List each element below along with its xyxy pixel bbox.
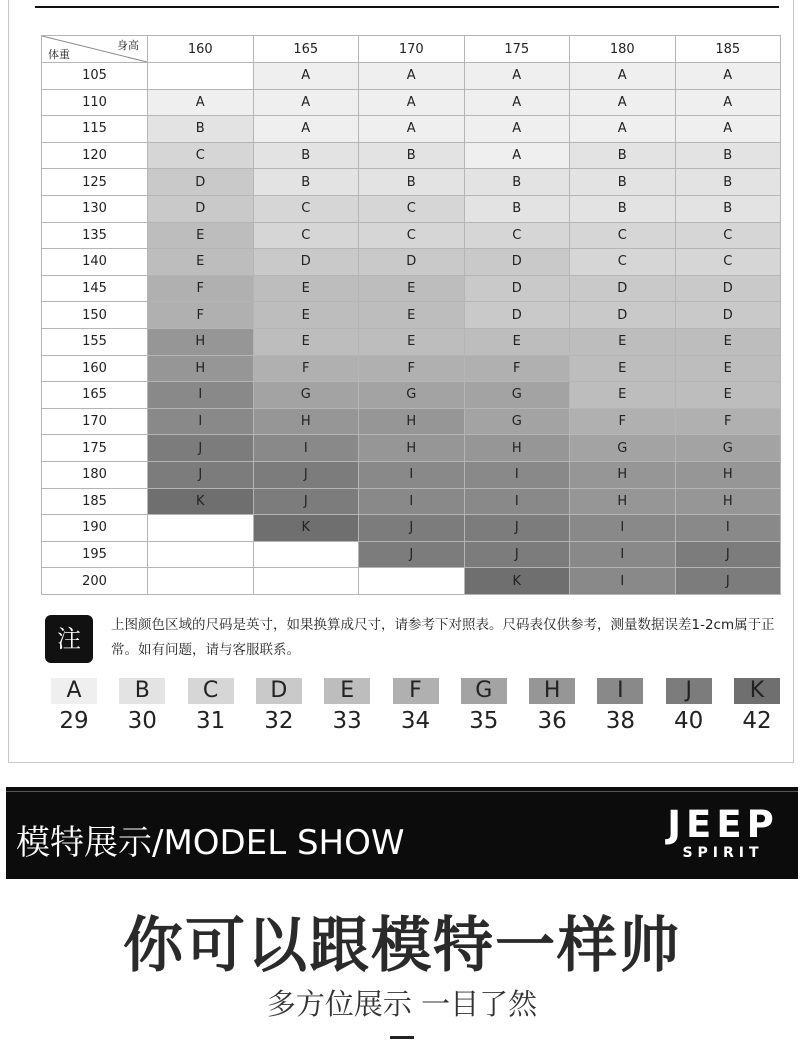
size-cell: F bbox=[359, 355, 465, 382]
legend-letter: G bbox=[461, 678, 507, 704]
table-body bbox=[42, 63, 781, 595]
legend-letter: I bbox=[597, 678, 643, 704]
legend-item bbox=[459, 678, 509, 734]
legend-value: 35 bbox=[469, 708, 499, 734]
size-cell: D bbox=[464, 249, 570, 276]
weight-cell: 110 bbox=[42, 89, 148, 116]
size-cell: I bbox=[359, 488, 465, 515]
size-cell: E bbox=[464, 328, 570, 355]
size-cell: C bbox=[253, 195, 359, 222]
table-row bbox=[42, 328, 781, 355]
size-table bbox=[41, 35, 781, 595]
title-divider bbox=[35, 6, 779, 8]
size-cell: A bbox=[148, 89, 254, 116]
table-row bbox=[42, 461, 781, 488]
size-cell: A bbox=[570, 89, 676, 116]
size-cell: D bbox=[253, 249, 359, 276]
size-cell: I bbox=[570, 568, 676, 595]
size-cell: I bbox=[675, 515, 781, 542]
weight-cell: 105 bbox=[42, 63, 148, 90]
weight-cell: 170 bbox=[42, 408, 148, 435]
size-cell: D bbox=[570, 302, 676, 329]
corner-weight-label: 体重 bbox=[48, 48, 70, 61]
height-header: 170 bbox=[359, 36, 465, 63]
table-header-row bbox=[42, 36, 781, 63]
size-cell: D bbox=[675, 275, 781, 302]
size-cell: J bbox=[148, 435, 254, 462]
legend-value: 33 bbox=[332, 708, 362, 734]
size-cell bbox=[359, 568, 465, 595]
weight-cell: 155 bbox=[42, 328, 148, 355]
model-show-banner bbox=[6, 787, 798, 879]
table-row bbox=[42, 142, 781, 169]
weight-cell: 130 bbox=[42, 195, 148, 222]
size-cell: B bbox=[253, 169, 359, 196]
size-cell: B bbox=[464, 195, 570, 222]
size-cell: E bbox=[253, 328, 359, 355]
size-cell: B bbox=[359, 169, 465, 196]
size-cell: E bbox=[359, 275, 465, 302]
size-cell bbox=[148, 63, 254, 90]
size-cell: G bbox=[253, 382, 359, 409]
size-cell: C bbox=[148, 142, 254, 169]
legend-letter: F bbox=[393, 678, 439, 704]
size-cell: B bbox=[464, 169, 570, 196]
size-cell: A bbox=[570, 63, 676, 90]
size-cell bbox=[148, 515, 254, 542]
weight-cell: 160 bbox=[42, 355, 148, 382]
size-cell: F bbox=[464, 355, 570, 382]
size-cell: I bbox=[464, 488, 570, 515]
size-cell: I bbox=[359, 461, 465, 488]
banner-title: 模特展示/MODEL SHOW bbox=[16, 823, 405, 863]
table-row bbox=[42, 169, 781, 196]
logo-sub-text: SPIRIT bbox=[682, 845, 764, 861]
weight-cell: 145 bbox=[42, 275, 148, 302]
size-cell: B bbox=[570, 169, 676, 196]
legend-letter: K bbox=[734, 678, 780, 704]
table-row bbox=[42, 249, 781, 276]
table-row bbox=[42, 488, 781, 515]
size-cell: A bbox=[675, 89, 781, 116]
legend-item bbox=[186, 678, 236, 734]
weight-cell: 175 bbox=[42, 435, 148, 462]
table-row bbox=[42, 63, 781, 90]
size-cell: C bbox=[675, 249, 781, 276]
legend-item bbox=[254, 678, 304, 734]
size-cell: E bbox=[675, 382, 781, 409]
table-row bbox=[42, 89, 781, 116]
table-row bbox=[42, 541, 781, 568]
legend-item bbox=[391, 678, 441, 734]
legend-value: 42 bbox=[742, 708, 772, 734]
size-cell: E bbox=[253, 302, 359, 329]
size-cell: G bbox=[359, 382, 465, 409]
headline: 你可以跟模特一样帅 bbox=[123, 911, 681, 981]
size-cell: A bbox=[675, 116, 781, 143]
size-cell: J bbox=[148, 461, 254, 488]
size-cell: E bbox=[570, 355, 676, 382]
weight-cell: 120 bbox=[42, 142, 148, 169]
size-cell: A bbox=[464, 89, 570, 116]
height-header: 180 bbox=[570, 36, 676, 63]
size-cell: C bbox=[253, 222, 359, 249]
size-cell: A bbox=[253, 116, 359, 143]
note-text: 上图颜色区域的尺码是英寸，如果换算成尺寸，请参考下对照表。尺码表仅供参考，测量数据误差1-2cm属于正常。如有问题，请与客服联系。 bbox=[111, 617, 775, 658]
size-cell: J bbox=[359, 541, 465, 568]
legend-letter: A bbox=[51, 678, 97, 704]
size-cell: E bbox=[359, 302, 465, 329]
subheadline-underline bbox=[390, 1036, 414, 1039]
size-cell bbox=[253, 568, 359, 595]
size-cell: K bbox=[148, 488, 254, 515]
legend-letter: E bbox=[324, 678, 370, 704]
size-cell: E bbox=[359, 328, 465, 355]
size-cell: G bbox=[464, 408, 570, 435]
size-cell: C bbox=[675, 222, 781, 249]
weight-cell: 190 bbox=[42, 515, 148, 542]
size-cell: H bbox=[570, 461, 676, 488]
legend-value: 32 bbox=[264, 708, 294, 734]
weight-cell: 140 bbox=[42, 249, 148, 276]
legend-value: 36 bbox=[537, 708, 567, 734]
table-row bbox=[42, 355, 781, 382]
size-cell: H bbox=[359, 435, 465, 462]
weight-cell: 125 bbox=[42, 169, 148, 196]
size-cell: I bbox=[570, 515, 676, 542]
height-header: 165 bbox=[253, 36, 359, 63]
size-cell: D bbox=[675, 302, 781, 329]
legend-item bbox=[49, 678, 99, 734]
size-cell: H bbox=[148, 328, 254, 355]
size-cell: G bbox=[570, 435, 676, 462]
legend-item bbox=[117, 678, 167, 734]
table-row bbox=[42, 275, 781, 302]
weight-cell: 150 bbox=[42, 302, 148, 329]
legend-value: 30 bbox=[127, 708, 157, 734]
weight-cell: 185 bbox=[42, 488, 148, 515]
size-cell: E bbox=[253, 275, 359, 302]
size-cell: C bbox=[359, 222, 465, 249]
size-cell: G bbox=[675, 435, 781, 462]
size-cell bbox=[253, 541, 359, 568]
size-cell: I bbox=[570, 541, 676, 568]
size-cell: B bbox=[253, 142, 359, 169]
size-cell: C bbox=[359, 195, 465, 222]
legend-item bbox=[322, 678, 372, 734]
height-header: 185 bbox=[675, 36, 781, 63]
legend-letter: J bbox=[666, 678, 712, 704]
legend-letter: H bbox=[529, 678, 575, 704]
size-cell: J bbox=[464, 515, 570, 542]
size-cell: A bbox=[359, 116, 465, 143]
legend-value: 29 bbox=[59, 708, 89, 734]
size-cell: H bbox=[675, 461, 781, 488]
legend-value: 38 bbox=[605, 708, 636, 734]
size-cell: A bbox=[464, 63, 570, 90]
size-cell bbox=[148, 568, 254, 595]
weight-cell: 115 bbox=[42, 116, 148, 143]
size-cell: H bbox=[464, 435, 570, 462]
size-cell: A bbox=[570, 116, 676, 143]
size-cell: E bbox=[148, 249, 254, 276]
size-cell: C bbox=[464, 222, 570, 249]
size-cell: A bbox=[253, 89, 359, 116]
table-row bbox=[42, 195, 781, 222]
size-cell: F bbox=[675, 408, 781, 435]
size-cell: B bbox=[675, 142, 781, 169]
size-cell: E bbox=[570, 328, 676, 355]
size-cell: D bbox=[148, 169, 254, 196]
legend-letter: D bbox=[256, 678, 302, 704]
weight-cell: 195 bbox=[42, 541, 148, 568]
size-cell: J bbox=[359, 515, 465, 542]
size-cell: C bbox=[570, 222, 676, 249]
size-cell: H bbox=[359, 408, 465, 435]
size-cell: B bbox=[359, 142, 465, 169]
table-row bbox=[42, 568, 781, 595]
size-cell: J bbox=[675, 568, 781, 595]
size-cell: J bbox=[253, 488, 359, 515]
size-cell: I bbox=[253, 435, 359, 462]
size-cell: K bbox=[253, 515, 359, 542]
size-cell: I bbox=[148, 382, 254, 409]
size-cell: B bbox=[570, 142, 676, 169]
table-row bbox=[42, 515, 781, 542]
note-badge: 注 bbox=[45, 615, 93, 663]
size-cell: F bbox=[253, 355, 359, 382]
table-corner bbox=[42, 36, 148, 63]
table-row bbox=[42, 222, 781, 249]
size-cell: D bbox=[570, 275, 676, 302]
size-cell: D bbox=[359, 249, 465, 276]
size-cell: F bbox=[570, 408, 676, 435]
size-cell: A bbox=[359, 63, 465, 90]
table-row bbox=[42, 408, 781, 435]
legend-item bbox=[664, 678, 714, 734]
size-cell: A bbox=[464, 116, 570, 143]
size-cell: G bbox=[464, 382, 570, 409]
weight-cell: 200 bbox=[42, 568, 148, 595]
size-cell: A bbox=[253, 63, 359, 90]
legend-item bbox=[527, 678, 577, 734]
size-cell: J bbox=[253, 461, 359, 488]
legend-letter: B bbox=[119, 678, 165, 704]
size-cell: F bbox=[148, 275, 254, 302]
height-header: 175 bbox=[464, 36, 570, 63]
size-cell: H bbox=[570, 488, 676, 515]
size-cell: E bbox=[675, 328, 781, 355]
size-cell bbox=[148, 541, 254, 568]
size-cell: E bbox=[148, 222, 254, 249]
size-cell: B bbox=[675, 169, 781, 196]
size-cell: B bbox=[570, 195, 676, 222]
size-cell: H bbox=[675, 488, 781, 515]
size-cell: D bbox=[464, 275, 570, 302]
size-cell: B bbox=[148, 116, 254, 143]
size-legend bbox=[49, 678, 789, 738]
table-row bbox=[42, 302, 781, 329]
size-cell: K bbox=[464, 568, 570, 595]
size-cell: F bbox=[148, 302, 254, 329]
weight-cell: 165 bbox=[42, 382, 148, 409]
size-cell: A bbox=[464, 142, 570, 169]
size-cell: I bbox=[464, 461, 570, 488]
size-cell: H bbox=[148, 355, 254, 382]
legend-value: 34 bbox=[400, 708, 431, 734]
size-cell: J bbox=[675, 541, 781, 568]
size-cell: A bbox=[359, 89, 465, 116]
size-cell: E bbox=[675, 355, 781, 382]
size-cell: C bbox=[570, 249, 676, 276]
brand-logo bbox=[664, 805, 782, 861]
corner-height-label: 身高 bbox=[117, 39, 139, 52]
logo-main-text: JEEP bbox=[667, 803, 779, 846]
table-row bbox=[42, 435, 781, 462]
table-row bbox=[42, 116, 781, 143]
height-header: 160 bbox=[148, 36, 254, 63]
size-cell: J bbox=[464, 541, 570, 568]
legend-item bbox=[595, 678, 645, 734]
banner-divider bbox=[6, 791, 798, 792]
size-cell: B bbox=[675, 195, 781, 222]
subheadline: 多方位展示 一目了然 bbox=[266, 987, 538, 1021]
weight-cell: 135 bbox=[42, 222, 148, 249]
legend-item bbox=[732, 678, 782, 734]
size-chart-card bbox=[8, 0, 794, 763]
legend-letter: C bbox=[188, 678, 234, 704]
size-cell: A bbox=[675, 63, 781, 90]
legend-value: 40 bbox=[674, 708, 704, 734]
table-row bbox=[42, 382, 781, 409]
size-cell: D bbox=[464, 302, 570, 329]
size-cell: I bbox=[148, 408, 254, 435]
size-cell: D bbox=[148, 195, 254, 222]
size-cell: E bbox=[570, 382, 676, 409]
legend-value: 31 bbox=[195, 708, 226, 734]
size-cell: H bbox=[253, 408, 359, 435]
weight-cell: 180 bbox=[42, 461, 148, 488]
